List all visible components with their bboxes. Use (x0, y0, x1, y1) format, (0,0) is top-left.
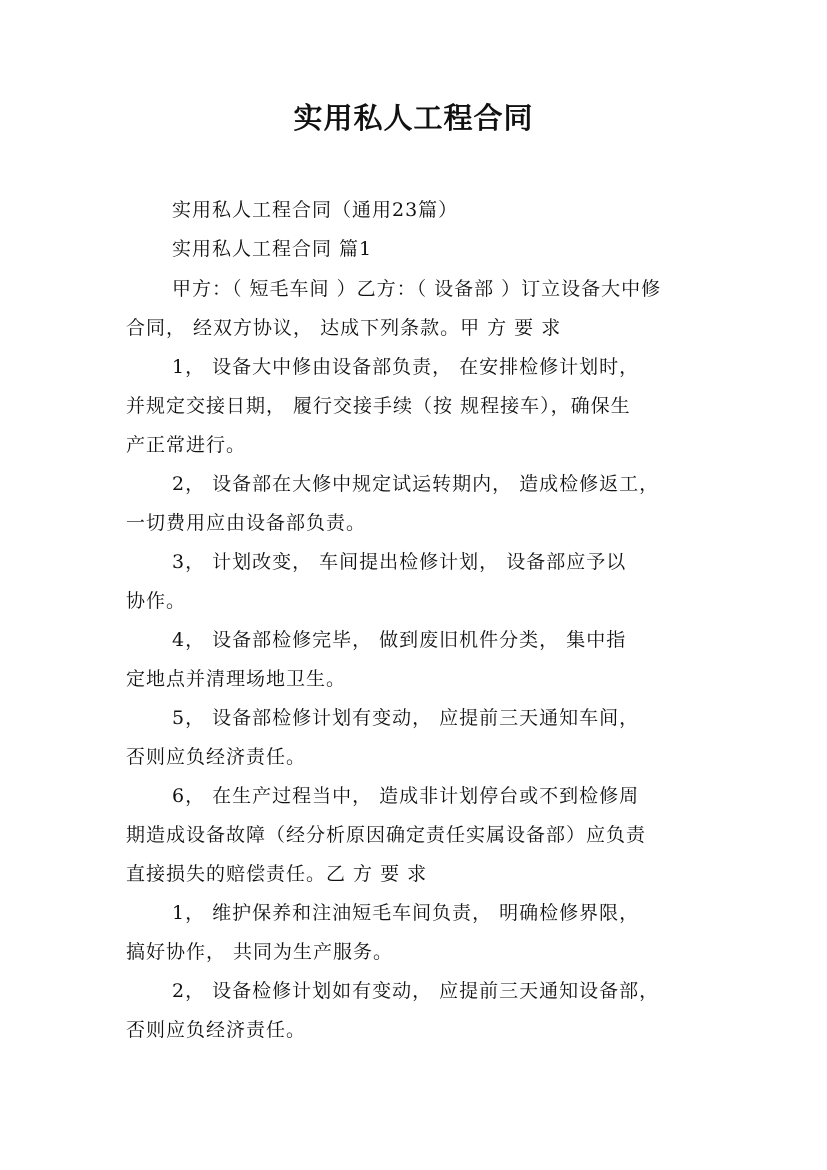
subtitle-line: 实用私人工程合同（通用23篇） (172, 199, 459, 221)
paragraph-line: 协作。 (126, 590, 187, 612)
section-heading: 实用私人工程合同 篇1 (172, 238, 373, 260)
paragraph-line: 期造成设备故障（经分析原因确定责任实属设备部）应负责 (126, 824, 647, 846)
paragraph-line: 一切费用应由设备部负责。 (126, 512, 367, 534)
paragraph-line: 3， 计划改变， 车间提出检修计划， 设备部应予以 (172, 551, 627, 573)
paragraph-line: 合同， 经双方协议， 达成下列条款。甲 方 要 求 (126, 317, 562, 339)
paragraph-line: 直接损失的赔偿责任。乙 方 要 求 (126, 863, 428, 885)
paragraph-line: 4， 设备部检修完毕， 做到废旧机件分类， 集中指 (172, 629, 627, 651)
paragraph-line: 2， 设备检修计划如有变动， 应提前三天通知设备部， (172, 980, 660, 1002)
paragraph-line: 产正常进行。 (126, 434, 247, 456)
paragraph-line: 1， 设备大中修由设备部负责， 在安排检修计划时， (172, 356, 640, 378)
paragraph-line: 2， 设备部在大修中规定试运转期内， 造成检修返工， (172, 473, 660, 495)
paragraph-line: 1， 维护保养和注油短毛车间负责， 明确检修界限， (172, 902, 640, 924)
document-title: 实用私人工程合同 (293, 101, 534, 135)
paragraph-line: 否则应负经济责任。 (126, 1019, 307, 1041)
paragraph-line: 甲方：（ 短毛车间 ）乙方：（ 设备部 ）订立设备大中修 (172, 278, 662, 300)
paragraph-line: 6， 在生产过程当中， 造成非计划停台或不到检修周 (172, 785, 640, 807)
paragraph-line: 否则应负经济责任。 (126, 746, 307, 768)
paragraph-line: 并规定交接日期， 履行交接手续（按 规程接车），确保生 (126, 395, 631, 417)
paragraph-line: 5， 设备部检修计划有变动， 应提前三天通知车间， (172, 707, 640, 729)
paragraph-line: 定地点并清理场地卫生。 (126, 668, 347, 690)
paragraph-line: 搞好协作， 共同为生产服务。 (126, 941, 394, 963)
